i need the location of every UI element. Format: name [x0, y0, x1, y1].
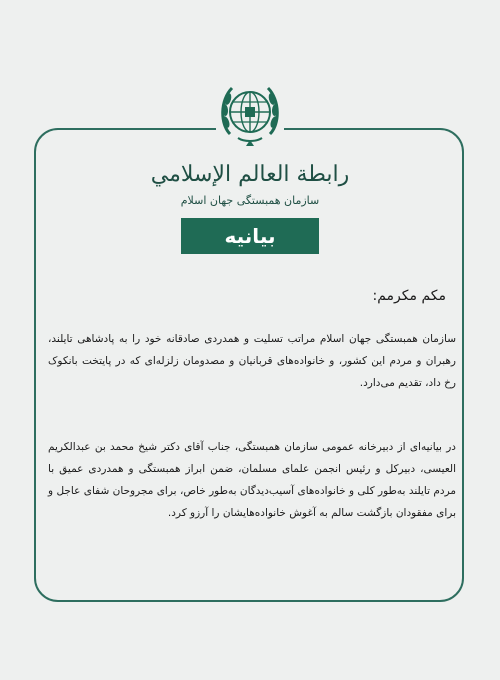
organization-name-arabic: رابطة العالم الإسلامي — [150, 162, 350, 187]
organization-emblem — [216, 72, 284, 162]
statement-banner-label: بیانیه — [224, 224, 276, 248]
paragraph-condolence: سازمان همبستگی جهان اسلام مراتب تسلیت و همدردی صادقانه خود را به پادشاهی تایلند، رهبران و مردم این کشور، و خانواده‌های قربانیان و مصدومان زلزله‌ای که در پایتخت بانکوک رخ داد، تقدیم می‌دارد. — [48, 333, 456, 389]
paragraph-secretary-general: در بیانیه‌ای از دبیرخانه عمومی سازمان همبستگی، جناب آقای دکتر شیخ محمد بن عبدالکریم العیسی، دبیرکل و رئیس انجمن علمای مسلمان، ضمن ابراز همبستگی و همدردی عمیق با مردم تایلند به‌طور کلی و خانواده‌های آسیب‌دیدگان به‌طور خاص، برای مجروحان شفای عاجل و برای مفقودان بازگشت سالم به آغوش خانواده‌هایشان را آرزو کرد. — [48, 441, 456, 519]
salutation: مکم مکرمم: — [372, 288, 446, 304]
globe-wreath-icon — [216, 72, 284, 162]
statement-banner — [181, 218, 319, 254]
organization-name-persian: سازمان همبستگی جهان اسلام — [180, 194, 320, 207]
